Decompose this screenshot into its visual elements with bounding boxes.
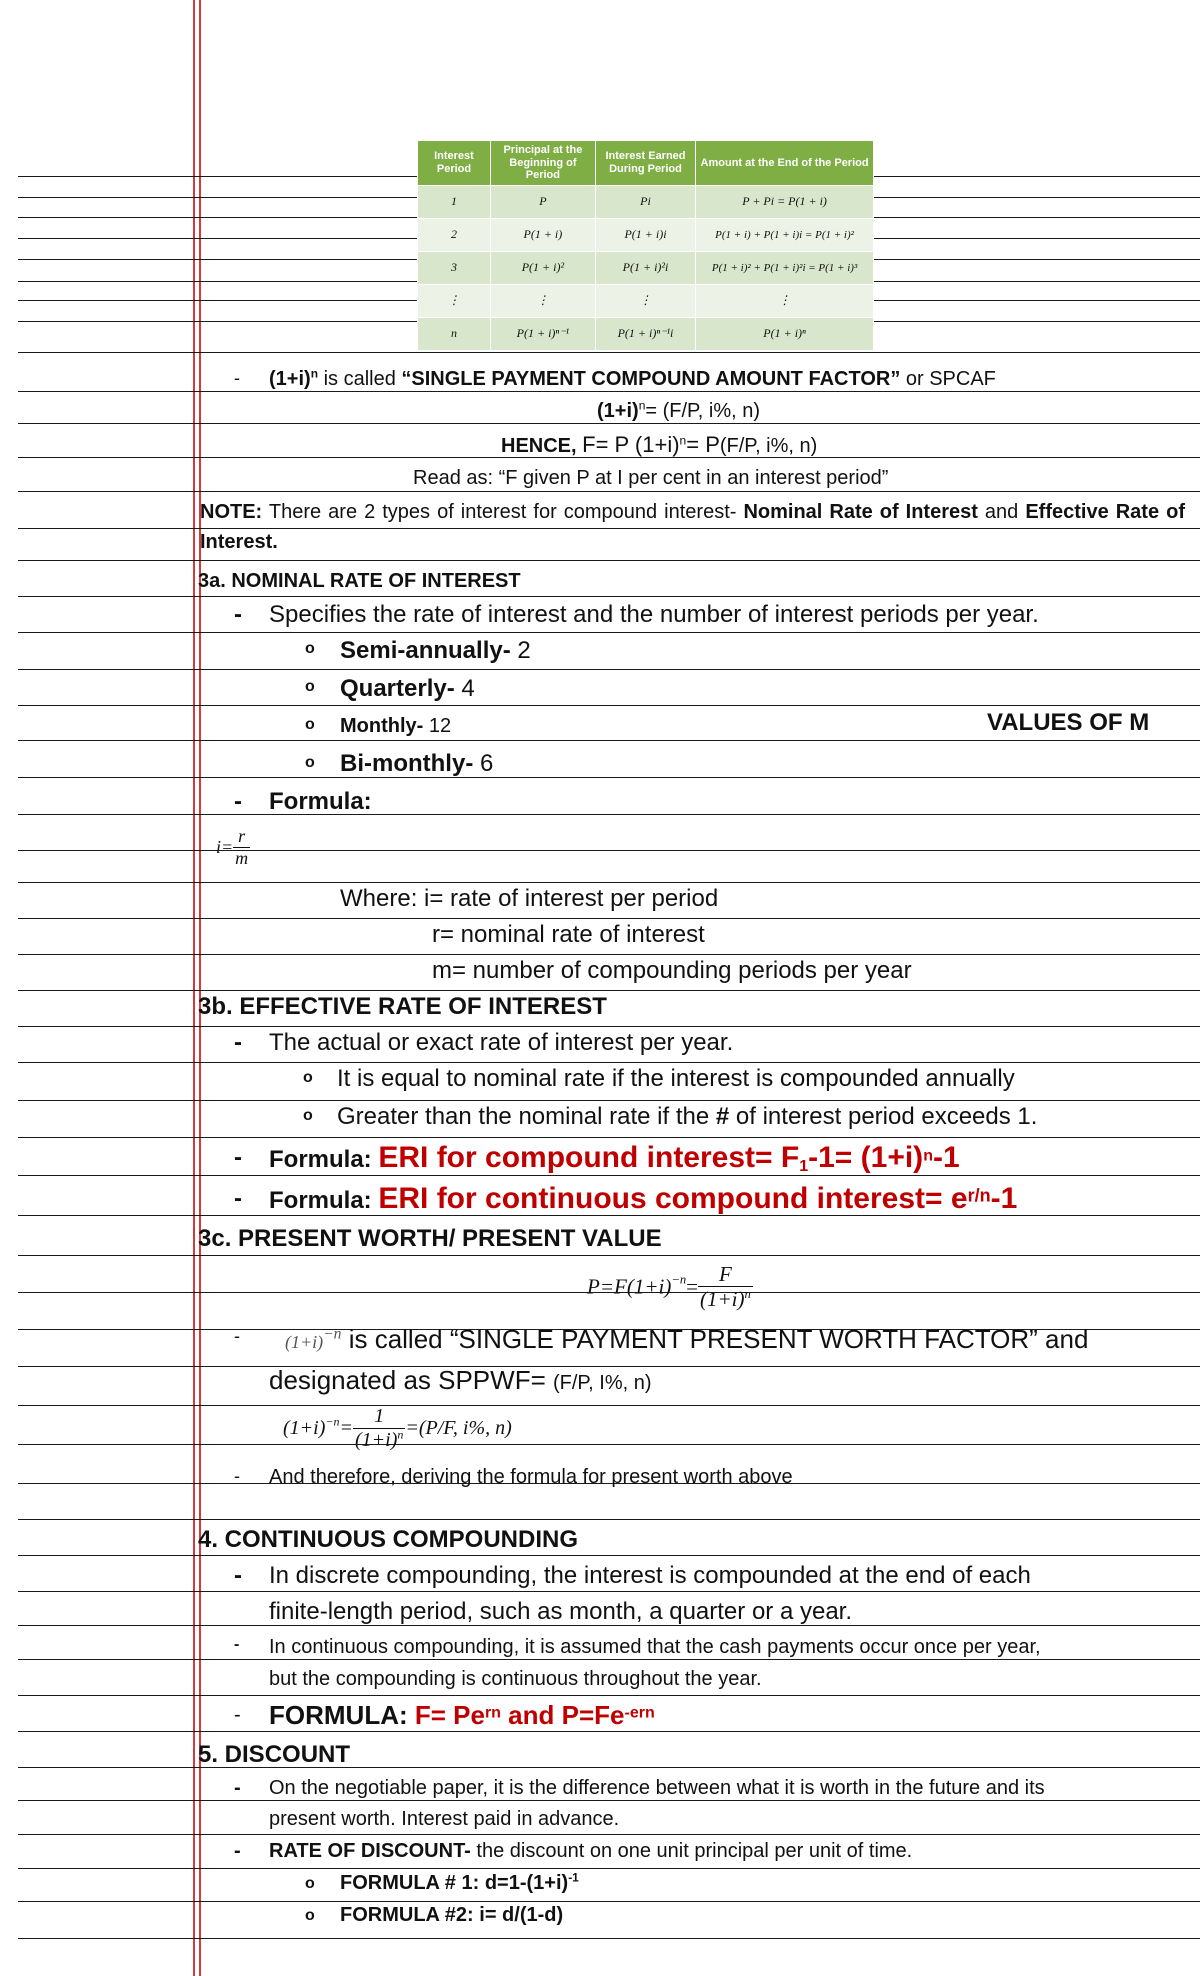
table-row [418,218,874,251]
fraction-numerator: r [233,826,250,848]
ruled-line [18,632,1200,633]
spcaf-eq-term: (1+i) [597,400,639,422]
where-i: Where: i= rate of interest per period [340,885,719,912]
ruled-line [18,1659,1200,1660]
dash-bullet: - [234,1326,240,1346]
circle-bullet: o [305,1875,315,1892]
hence-part-c: (F/P, i%, n) [719,435,818,457]
ruled-line [18,491,1200,492]
pw-eq-denominator: (1+i) [699,1287,745,1312]
dash-bullet: - [234,1144,242,1171]
dash-bullet: - [234,1562,242,1589]
table-cell: P(1 + i)i [595,218,695,251]
sppwf-eq-equals: = [339,1417,353,1439]
table-row [418,251,874,284]
where-r: r= nominal rate of interest [432,921,705,948]
table-cell: Pi [595,185,695,218]
circle-bullet: o [303,1107,313,1124]
formula-lhs: i= [216,836,234,857]
eri-continuous-a: ERI for continuous compound interest= e [378,1182,968,1215]
m-item-value: 4 [454,675,475,702]
ruled-line [18,1555,1200,1556]
ruled-line [18,596,1200,597]
formula-fraction [233,826,250,868]
point-2-text-a: Greater than the nominal rate if the [337,1103,716,1130]
eri-compound-c: -1 [932,1141,960,1174]
ruled-line [18,1868,1200,1869]
ruled-line [18,814,1200,815]
sppwf-eq-denominator: (1+i) [354,1429,398,1451]
formula-label: Formula: [269,1187,379,1214]
m-item-semi-annually [340,637,531,665]
table-cell: n [418,317,491,350]
nominal-heading: 3a. NOMINAL RATE OF INTEREST [198,570,521,592]
eri-compound-exponent: n [923,1147,933,1165]
table-header-row [418,141,874,186]
table-cell: 3 [418,251,491,284]
present-worth-heading: 3c. PRESENT WORTH/ PRESENT VALUE [198,1225,662,1252]
fraction-numerator: F [698,1262,753,1287]
table-cell: P(1 + i)² + P(1 + i)²i = P(1 + i)³ [696,251,874,284]
rate-of-discount [269,1840,912,1863]
ruled-line [18,423,1200,424]
m-item-quarterly [340,675,475,703]
sppwf-eq-exponent: −n [325,1414,340,1429]
ruled-line [18,1062,1200,1063]
table-header: Principal at the Beginning of Period [490,141,595,186]
m-item-bi-monthly [340,750,493,778]
ruled-line [18,1405,1200,1406]
m-item-value: 2 [510,637,531,664]
hence-exponent: n [679,433,687,448]
table-header: Interest Earned During Period [595,141,695,186]
pw-eq-exponent: −n [671,1272,687,1287]
pw-eq-equals: = [686,1274,698,1299]
table-cell: P(1 + i)ⁿ⁻¹i [595,317,695,350]
sppwf-eq-term: (1+i) [283,1417,326,1439]
note-nominal: Nominal Rate of Interest [743,501,978,523]
sppwf-equation [283,1405,512,1452]
table-header: Amount at the End of the Period [696,141,874,186]
table-cell: P(1 + i) [490,218,595,251]
eri-compound-subscript: 1 [799,1158,809,1176]
eri-continuous-c: -1 [990,1182,1018,1215]
spcaf-mid: is called [318,368,402,390]
discount-heading: 5. DISCOUNT [198,1741,351,1768]
note-text: There are 2 types of interest for compound interest- [262,501,744,523]
continuous-formula-exponent-1: rn [484,1704,501,1722]
m-item-monthly [340,715,451,738]
ruled-line [18,990,1200,991]
table-cell: ⋮ [418,284,491,317]
where-m: m= number of compounding periods per year [432,957,912,984]
ruled-line [18,669,1200,670]
present-worth-equation [587,1262,753,1311]
m-item-value: 6 [473,750,494,777]
circle-bullet: o [305,640,315,657]
spcaf-term: (1+i) [269,368,311,390]
fraction-denominator [698,1287,753,1311]
table-header: Interest Period [418,141,491,186]
ruled-line [18,850,1200,851]
ruled-line [18,1695,1200,1696]
continuous-formula [269,1701,655,1731]
ruled-line [18,1255,1200,1256]
dash-bullet: - [234,788,242,815]
table-cell: P(1 + i)² [490,251,595,284]
continuous-formula-b: and P=Fe [500,1700,625,1730]
dash-bullet: - [234,1466,240,1486]
pw-eq-denominator-exponent: n [744,1287,751,1302]
table-cell: P(1 + i)²i [595,251,695,284]
table-cell: 1 [418,185,491,218]
discount-formula-1-text: FORMULA # 1: d=1-(1+i) [340,1872,569,1894]
fraction-denominator [353,1429,405,1452]
note-and: and [977,501,1026,523]
hence-part-b: = P [686,432,720,457]
hence-label: HENCE, [501,435,583,457]
continuous-point-2-cont: but the compounding is continuous throughout the year. [269,1668,762,1690]
sppwf-eq-tail: =(P/F, i%, n) [405,1417,512,1439]
margin-line-right [199,0,201,1976]
table-cell: 2 [418,218,491,251]
dash-bullet: - [234,1840,241,1862]
effective-point-1: It is equal to nominal rate if the interest is compounded annually [337,1065,1015,1092]
m-item-label: Bi-monthly- [340,750,474,777]
m-item-label: Quarterly- [340,675,455,702]
effective-description: The actual or exact rate of interest per year. [269,1029,734,1056]
table-cell: ⋮ [490,284,595,317]
ruled-line [18,1731,1200,1732]
ruled-line [18,1800,1200,1801]
designated-notation: (F/P, I%, n) [552,1372,652,1394]
rate-of-discount-label: RATE OF DISCOUNT- [269,1840,471,1862]
sppwf-called: is called “SINGLE PAYMENT PRESENT WORTH FACTOR” and [341,1324,1089,1354]
note-label: NOTE: [200,501,263,523]
note-effective: Effective Rate of Interest. [200,501,1185,553]
ruled-line [18,352,1200,353]
dash-bullet: - [234,601,242,628]
compound-interest-table [417,140,874,351]
dash-bullet: - [234,1636,240,1653]
spcaf-line [269,368,996,391]
pw-eq-main: P=F(1+i) [587,1274,672,1299]
sppwf-eq-fraction [353,1405,405,1452]
eri-compound-formula [269,1141,960,1176]
designated-text: designated as SPPWF= [269,1365,553,1395]
continuous-heading: 4. CONTINUOUS COMPOUNDING [198,1526,579,1553]
nominal-formula-label: Formula: [269,788,372,815]
dash-bullet: - [234,1185,242,1212]
ruled-line [18,1767,1200,1768]
table-cell: ⋮ [595,284,695,317]
effective-point-2 [337,1103,1037,1131]
discount-formula-1-exponent: -1 [568,1870,579,1885]
sppwf-designated [269,1366,652,1396]
eri-compound-a: ERI for compound interest= F [378,1141,800,1174]
continuous-point-1-cont: finite-length period, such as month, a quarter or a year. [269,1598,852,1625]
ruled-line [18,1137,1200,1138]
continuous-formula-a: F= Pe [414,1700,485,1730]
ruled-line [18,1591,1200,1592]
ruled-line [18,740,1200,741]
hence-equation [501,432,817,458]
rate-of-discount-text: the discount on one unit principal per unit of time. [470,1840,913,1862]
ruled-line [18,1938,1200,1939]
table-cell: P [490,185,595,218]
dash-bullet: - [234,1704,241,1726]
sppwf-eq-denominator-exponent: n [397,1427,404,1442]
note-paragraph [200,497,1185,557]
continuous-point-1: In discrete compounding, the interest is compounded at the end of each [269,1562,1031,1589]
table-cell: P(1 + i) + P(1 + i)i = P(1 + i)² [696,218,874,251]
therefore-line: And therefore, deriving the formula for present worth above [269,1466,793,1488]
spcaf-term-exponent: n [310,366,319,381]
formula-label: FORMULA: [269,1700,415,1730]
sppwf-factor-exponent: −n [323,1325,342,1343]
discount-formula-1 [340,1872,579,1895]
circle-bullet: o [305,1907,315,1924]
table-row [418,284,874,317]
ruled-line [18,882,1200,883]
point-2-hash: # [715,1103,730,1130]
margin-line-left [193,0,195,1976]
ruled-line [18,1100,1200,1101]
table-cell: P(1 + i)ⁿ [696,317,874,350]
spcaf-equation [597,400,760,423]
discount-point-1: On the negotiable paper, it is the difference between what it is worth in the future and its [269,1777,1045,1799]
circle-bullet: o [305,716,315,733]
spcaf-name: “SINGLE PAYMENT COMPOUND AMOUNT FACTOR” [401,368,901,390]
hence-part-a: F= P (1+i) [582,432,680,457]
ruled-line [18,391,1200,392]
table-cell: P + Pi = P(1 + i) [696,185,874,218]
m-item-value: 12 [423,715,452,737]
spcaf-eq-rhs: = (F/P, i%, n) [645,400,761,422]
ruled-line [18,1519,1200,1520]
m-item-label: Monthly- [340,715,424,737]
read-as: Read as: “F given P at I per cent in an interest period” [413,467,889,489]
spcaf-tail: or SPCAF [900,368,996,390]
point-2-text-b: of interest period exceeds 1. [729,1103,1038,1130]
sppwf-line [285,1325,1088,1355]
ruled-line [18,1834,1200,1835]
continuous-formula-exponent-2: -ern [624,1704,655,1722]
circle-bullet: o [305,678,315,695]
table-cell: ⋮ [696,284,874,317]
nominal-formula [216,826,250,868]
fraction-numerator: 1 [353,1405,405,1429]
pw-eq-fraction [698,1262,753,1311]
circle-bullet: o [303,1069,313,1086]
discount-point-1-cont: present worth. Interest paid in advance. [269,1808,620,1830]
ruled-line [18,954,1200,955]
discount-formula-2: FORMULA #2: i= d/(1-d) [340,1904,564,1926]
eri-compound-b: -1= (1+i) [808,1141,924,1174]
effective-heading: 3b. EFFECTIVE RATE OF INTEREST [198,993,607,1020]
continuous-point-2: In continuous compounding, it is assumed that the cash payments occur once per year, [269,1636,1041,1658]
eri-continuous-formula [269,1182,1017,1217]
table-row [418,317,874,350]
sppwf-factor: (1+i) [285,1332,324,1352]
ruled-line [18,560,1200,561]
eri-continuous-exponent: r/n [967,1185,991,1206]
values-of-m-label: VALUES OF M [987,709,1150,736]
ruled-line [18,1444,1200,1445]
spcaf-eq-exponent: n [638,398,646,413]
nominal-description: Specifies the rate of interest and the number of interest periods per year. [269,601,1039,628]
ruled-line [18,777,1200,778]
ruled-line [18,1026,1200,1027]
dash-bullet: - [234,1777,241,1799]
ruled-line [18,1901,1200,1902]
table-cell: P(1 + i)ⁿ⁻¹ [490,317,595,350]
ruled-line [18,918,1200,919]
ruled-line [18,705,1200,706]
fraction-denominator: m [235,847,249,868]
dash-bullet: - [234,368,240,388]
m-item-label: Semi-annually- [340,637,511,664]
circle-bullet: o [305,754,315,771]
table-row [418,185,874,218]
dash-bullet: - [234,1029,242,1056]
formula-label: Formula: [269,1146,379,1173]
